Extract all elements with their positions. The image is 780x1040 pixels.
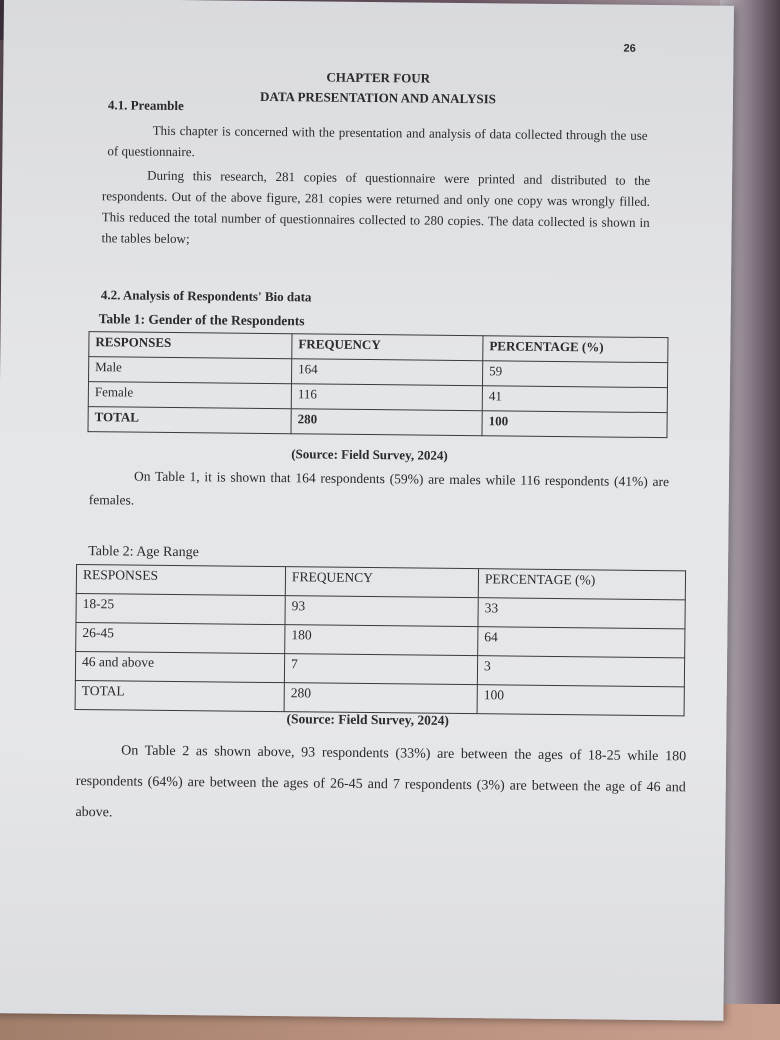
table-cell: 164: [291, 359, 482, 386]
bio-data-heading: 4.2. Analysis of Respondents' Bio data: [100, 287, 312, 305]
table-cell: 7: [284, 654, 477, 685]
preamble-paragraph-1: This chapter is concerned with the presentation and analysis of data collected through the use of questionnaire.: [107, 122, 648, 160]
preamble-heading: 4.1. Preamble: [107, 97, 184, 114]
table-row: [75, 680, 684, 715]
page-number: 26: [623, 42, 636, 55]
preamble-paragraph-2: During this research, 281 copies of questionnaire were printed and distributed to the respondents. Out of the above figure, 281 copies were returned and only one copy was wrongly filled. This reduced the total number of questionnaires collected to 280 copies. The data collected is shown in the tables below;: [101, 167, 651, 247]
table-cell: 93: [285, 596, 478, 627]
table-cell: TOTAL: [75, 680, 284, 711]
table-cell: 33: [478, 598, 685, 629]
table-cell: 280: [291, 409, 482, 436]
table-cell: 180: [285, 625, 478, 656]
age-range-table: [75, 564, 686, 716]
table-cell: 280: [284, 683, 477, 714]
table-cell: 116: [291, 384, 482, 411]
table2-source: (Source: Field Survey, 2024): [286, 711, 450, 728]
table-header-cell: RESPONSES: [76, 564, 285, 595]
table-cell: 26-45: [76, 622, 285, 653]
table-cell: 64: [478, 627, 685, 658]
table2-comment: On Table 2 as shown above, 93 respondents (33%) are between the ages of 18-25 while 180 respondents (64%) are between the ages of 26-45 and 7 respondents (3%) are between the age of 46 and above.: [75, 743, 687, 821]
table-row: [88, 407, 667, 438]
table-cell: Male: [89, 357, 292, 384]
chapter-subtitle: DATA PRESENTATION AND ANALYSIS: [259, 88, 497, 107]
table-header-cell: PERCENTAGE (%): [483, 336, 668, 363]
table-header-cell: FREQUENCY: [285, 567, 478, 598]
gender-table: [87, 331, 668, 438]
table-cell: 46 and above: [75, 651, 284, 682]
table-cell: Female: [88, 382, 291, 409]
table-cell: 59: [482, 361, 667, 388]
chapter-title: CHAPTER FOUR: [326, 69, 431, 86]
table-cell: 100: [482, 411, 667, 438]
table1-source: (Source: Field Survey, 2024): [291, 446, 448, 463]
table-cell: 3: [477, 656, 684, 687]
table-cell: 41: [482, 386, 667, 413]
table-cell: 18-25: [76, 593, 285, 624]
table1-comment: On Table 1, it is shown that 164 respondents (59%) are males while 116 respondents (41%) are females.: [88, 468, 670, 508]
table-header-cell: RESPONSES: [89, 332, 292, 359]
table-cell: TOTAL: [88, 407, 291, 434]
table-header-cell: PERCENTAGE (%): [478, 569, 685, 600]
table2-caption: Table 2: Age Range: [88, 544, 199, 561]
table-cell: 100: [477, 685, 684, 716]
table1-caption: Table 1: Gender of the Respondents: [98, 311, 305, 329]
table-header-cell: FREQUENCY: [292, 334, 483, 361]
